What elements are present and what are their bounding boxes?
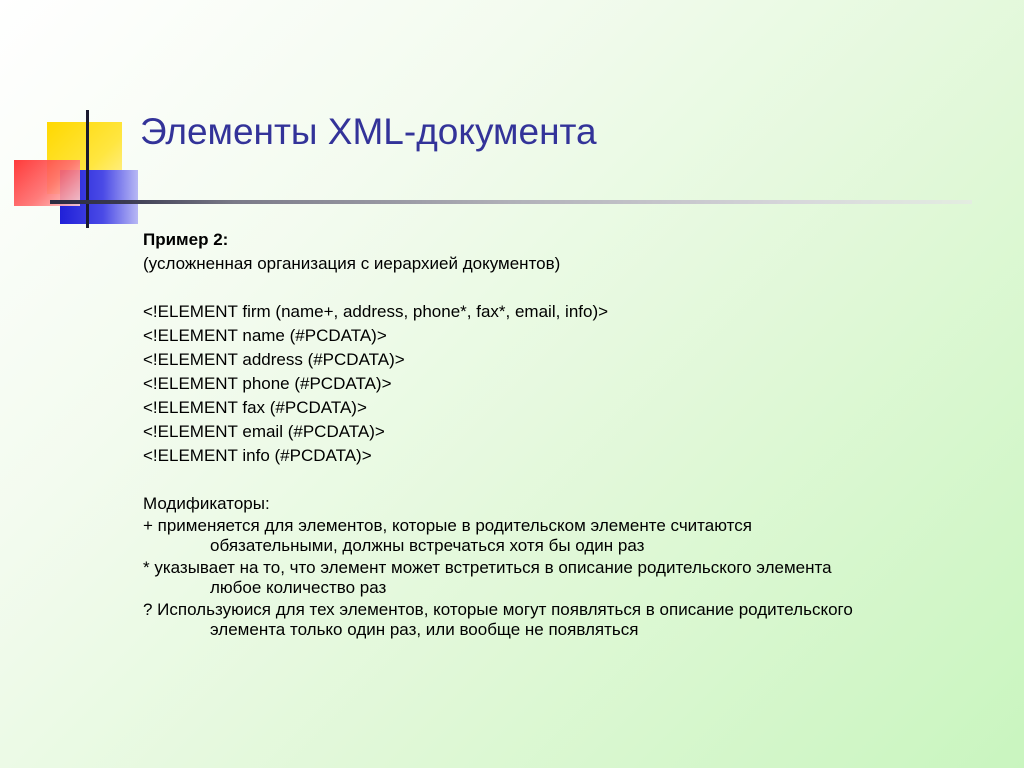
slide-decoration: [0, 0, 150, 240]
dtd-line: <!ELEMENT address (#PCDATA)>: [143, 350, 405, 369]
example-label: Пример 2:: [143, 230, 229, 249]
slide-title: Элементы XML-документа: [140, 111, 597, 152]
dtd-line: <!ELEMENT name (#PCDATA)>: [143, 326, 387, 345]
modifier-item: [143, 558, 1003, 598]
modifier-line: * указывает на то, что элемент может встретиться в описание родительского элемента: [143, 558, 832, 577]
modifier-item: [143, 600, 1003, 640]
modifier-item: [143, 516, 1003, 556]
dtd-line: <!ELEMENT firm (name+, address, phone*, fax*, email, info)>: [143, 302, 609, 321]
dtd-line: <!ELEMENT phone (#PCDATA)>: [143, 374, 392, 393]
modifier-line: ? Используюися для тех элементов, которые могут появляться в описание родительского: [143, 600, 853, 619]
spacer: [143, 468, 1003, 492]
modifiers-heading: Модификаторы:: [143, 494, 270, 513]
modifier-line-continued: элемента только один раз, или вообще не появляться: [210, 620, 639, 639]
slide-content: [143, 228, 1003, 642]
example-caption: (усложненная организация с иерархией документов): [143, 254, 561, 273]
title-underline: [50, 200, 972, 204]
decor-vertical-line: [86, 110, 89, 228]
dtd-line: <!ELEMENT email (#PCDATA)>: [143, 422, 385, 441]
modifier-line-continued: любое количество раз: [210, 578, 387, 597]
dtd-line: <!ELEMENT info (#PCDATA)>: [143, 446, 372, 465]
dtd-line: <!ELEMENT fax (#PCDATA)>: [143, 398, 367, 417]
spacer: [143, 276, 1003, 300]
modifier-line: + применяется для элементов, которые в родительском элементе считаются: [143, 516, 752, 535]
modifier-line-continued: обязательными, должны встречаться хотя бы один раз: [210, 536, 645, 555]
